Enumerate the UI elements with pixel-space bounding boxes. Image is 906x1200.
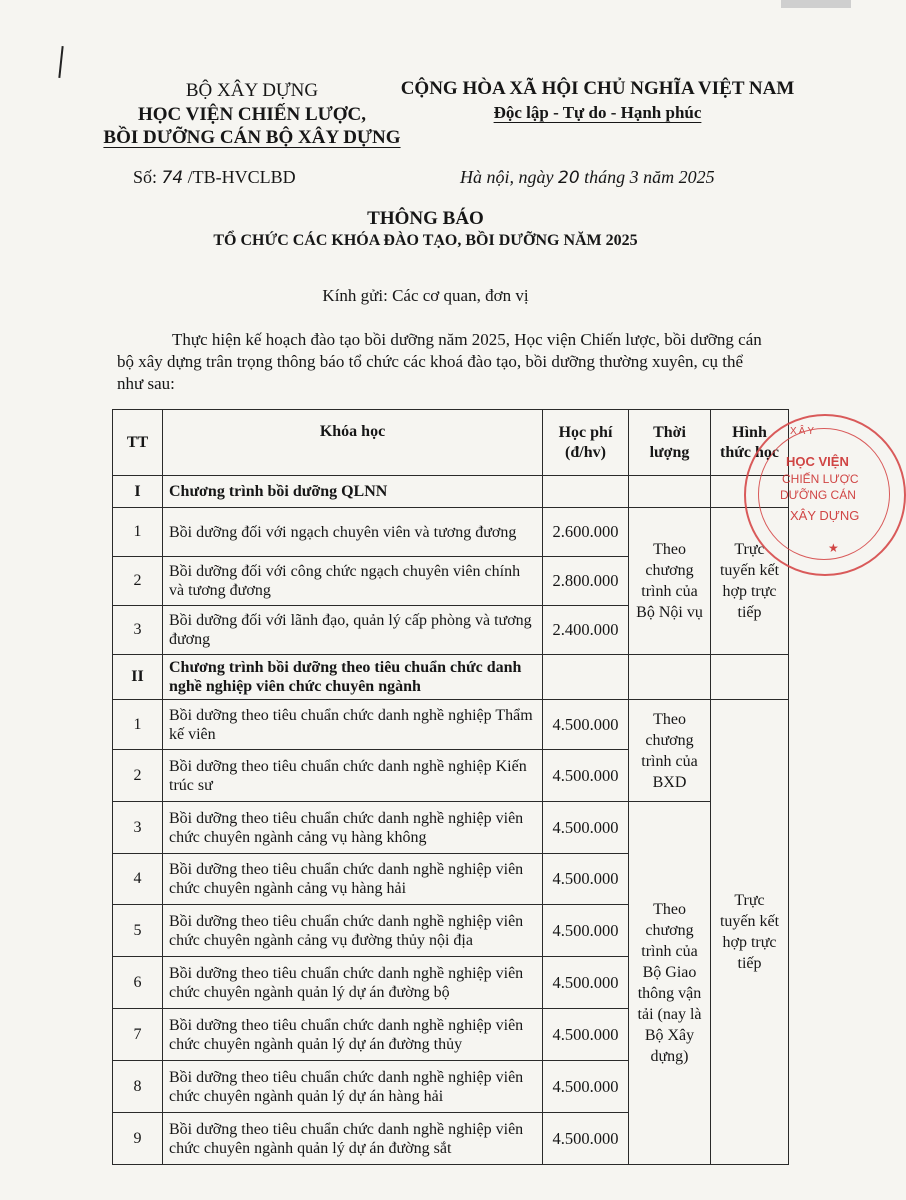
course-name: Bồi dưỡng theo tiêu chuẩn chức danh nghề nghiệp viên chức chuyên ngành quản lý dự án đường thủy [163,1009,543,1061]
header-tt: TT [113,410,163,476]
duration-cell: Theo chương trình của Bộ Nội vụ [629,508,711,655]
section-title: Chương trình bồi dưỡng QLNN [163,476,543,508]
table-row: 1 Bồi dưỡng đối với ngạch chuyên viên và tương đương 2.600.000 Theo chương trình của Bộ Nội vụ Trực tuyến kết hợp trực tiếp [113,508,789,557]
table-row: 6 Bồi dưỡng theo tiêu chuẩn chức danh nghề nghiệp viên chức chuyên ngành quản lý dự án đường bộ 4.500.000 [113,957,789,1009]
document-subtitle: TỔ CHỨC CÁC KHÓA ĐÀO TẠO, BỒI DƯỠNG NĂM 2025 [213,232,638,249]
star-icon: ★ [828,541,839,555]
table-row: 3 Bồi dưỡng đối với lãnh đạo, quản lý cấp phòng và tương đương 2.400.000 [113,606,789,655]
course-name: Bồi dưỡng theo tiêu chuẩn chức danh nghề nghiệp viên chức chuyên ngành quản lý dự án hàng hải [163,1061,543,1113]
official-seal: XÂY HỌC VIỆN CHIẾN LƯỢC DƯỠNG CÁN XÂY DỰNG ★ [744,414,906,576]
table-row: 7 Bồi dưỡng theo tiêu chuẩn chức danh nghề nghiệp viên chức chuyên ngành quản lý dự án đường thủy 4.500.000 [113,1009,789,1061]
courses-table [112,409,789,1165]
course-name: Bồi dưỡng theo tiêu chuẩn chức danh nghề nghiệp Kiến trúc sư [163,750,543,802]
course-fee: 4.500.000 [543,905,629,957]
ministry-name: BỘ XÂY DỰNG [185,80,319,101]
course-name: Bồi dưỡng đối với lãnh đạo, quản lý cấp phòng và tương đương [163,606,543,655]
course-fee: 4.500.000 [543,854,629,905]
header-duration: Thời lượng [629,410,711,476]
national-name: CỘNG HÒA XÃ HỘI CHỦ NGHĨA VIỆT NAM [400,78,795,99]
table-row: 4 Bồi dưỡng theo tiêu chuẩn chức danh nghề nghiệp viên chức chuyên ngành cảng vụ hàng hải 4.500.000 [113,854,789,905]
section-title: Chương trình bồi dưỡng theo tiêu chuẩn chức danh nghề nghiệp viên chức chuyên ngành [163,655,543,700]
table-row: 9 Bồi dưỡng theo tiêu chuẩn chức danh nghề nghiệp viên chức chuyên ngành quản lý dự án đường sắt 4.500.000 [113,1113,789,1165]
mode-cell: Trực tuyến kết hợp trực tiếp [711,700,789,1165]
intro-paragraph: Thực hiện kế hoạch đào tạo bồi dưỡng năm 2025, Học viện Chiến lược, bồi dưỡng cán bộ xây dựng trân trọng thông báo tổ chức các khoá đào tạo, bồi dưỡng thường xuyên, cụ thể như sau: [117,330,762,393]
header-mode: Hình thức học [711,410,789,476]
course-fee: 4.500.000 [543,1009,629,1061]
table-header-row [113,410,789,476]
header-course: Khóa học [163,410,543,476]
national-motto: Độc lập - Tự do - Hạnh phúc [493,103,702,122]
table-row: 5 Bồi dưỡng theo tiêu chuẩn chức danh nghề nghiệp viên chức chuyên ngành cảng vụ đường thủy nội địa 4.500.000 [113,905,789,957]
duration-cell: Theo chương trình của BXD [629,700,711,802]
course-name: Bồi dưỡng theo tiêu chuẩn chức danh nghề nghiệp viên chức chuyên ngành quản lý dự án đường bộ [163,957,543,1009]
document-number-handwritten: 74 [161,168,184,188]
course-name: Bồi dưỡng theo tiêu chuẩn chức danh nghề nghiệp viên chức chuyên ngành cảng vụ hàng hải [163,854,543,905]
table-row: 3 Bồi dưỡng theo tiêu chuẩn chức danh nghề nghiệp viên chức chuyên ngành cảng vụ hàng không 4.500.000 Theo chương trình của Bộ Giao thông vận tải (nay là Bộ Xây dựng) [113,802,789,854]
course-fee: 2.400.000 [543,606,629,655]
course-fee: 4.500.000 [543,750,629,802]
course-fee: 4.500.000 [543,1061,629,1113]
mode-cell: Trực tuyến kết hợp trực tiếp [711,508,789,655]
table-row: 2 Bồi dưỡng đối với công chức ngạch chuyên viên chính và tương đương 2.800.000 [113,557,789,606]
course-fee: 2.800.000 [543,557,629,606]
org-name-line2: BỒI DƯỠNG CÁN BỘ XÂY DỰNG [103,127,401,148]
duration-cell: Theo chương trình của Bộ Giao thông vận tải (nay là Bộ Xây dựng) [629,802,711,1165]
section-row: II Chương trình bồi dưỡng theo tiêu chuẩn chức danh nghề nghiệp viên chức chuyên ngành [113,655,789,700]
course-name: Bồi dưỡng đối với công chức ngạch chuyên viên chính và tương đương [163,557,543,606]
course-fee: 4.500.000 [543,957,629,1009]
document-number: Số: 74 /TB-HVCLBD [133,167,296,188]
national-heading [400,77,795,125]
course-fee: 4.500.000 [543,802,629,854]
course-name: Bồi dưỡng theo tiêu chuẩn chức danh nghề nghiệp Thẩm kế viên [163,700,543,750]
issuer-block [96,79,408,149]
document-date: Hà nội, ngày 20 tháng 3 năm 2025 [460,167,715,188]
course-fee: 4.500.000 [543,700,629,750]
course-name: Bồi dưỡng đối với ngạch chuyên viên và tương đương [163,508,543,557]
table-row: 1 Bồi dưỡng theo tiêu chuẩn chức danh nghề nghiệp Thẩm kế viên 4.500.000 Theo chương trình của BXD Trực tuyến kết hợp trực tiếp [113,700,789,750]
course-name: Bồi dưỡng theo tiêu chuẩn chức danh nghề nghiệp viên chức chuyên ngành quản lý dự án đường sắt [163,1113,543,1165]
table-row: 2 Bồi dưỡng theo tiêu chuẩn chức danh nghề nghiệp Kiến trúc sư 4.500.000 [113,750,789,802]
scan-corner-artifact [781,0,851,8]
table-row: 8 Bồi dưỡng theo tiêu chuẩn chức danh nghề nghiệp viên chức chuyên ngành quản lý dự án hàng hải 4.500.000 [113,1061,789,1113]
course-name: Bồi dưỡng theo tiêu chuẩn chức danh nghề nghiệp viên chức chuyên ngành cảng vụ đường thủy nội địa [163,905,543,957]
course-name: Bồi dưỡng theo tiêu chuẩn chức danh nghề nghiệp viên chức chuyên ngành cảng vụ hàng không [163,802,543,854]
org-name-line1: HỌC VIỆN CHIẾN LƯỢC, [137,104,367,125]
course-fee: 4.500.000 [543,1113,629,1165]
course-fee: 2.600.000 [543,508,629,557]
document-title: THÔNG BÁO [367,208,484,229]
section-row: I Chương trình bồi dưỡng QLNN [113,476,789,508]
date-day-handwritten: 20 [558,168,580,188]
handwritten-mark [58,46,63,78]
greeting: Kính gửi: Các cơ quan, đơn vị [322,286,529,305]
header-fee: Học phí (đ/hv) [543,410,629,476]
